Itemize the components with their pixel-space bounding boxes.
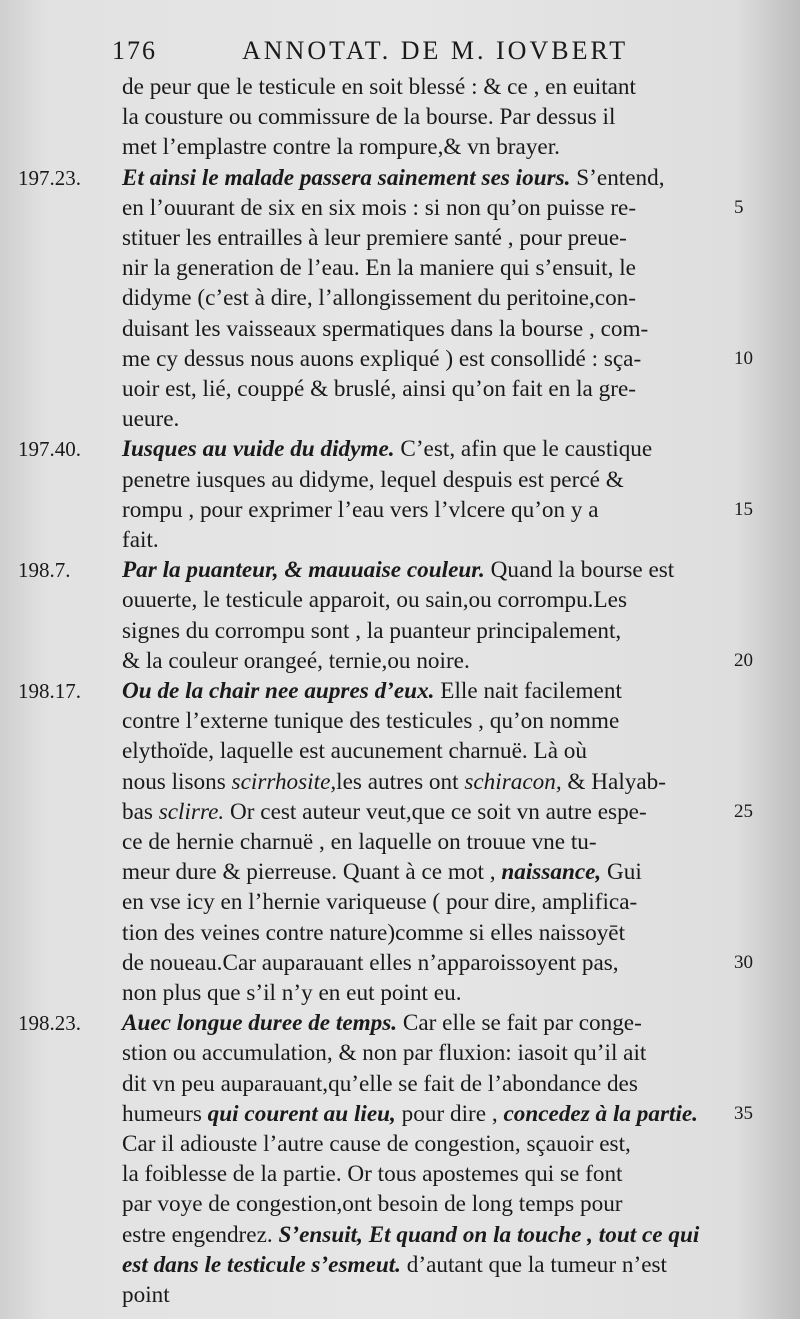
body-text: signes du corrompu sont , la puanteur principalement, — [122, 617, 622, 644]
margin-line-number: 20 — [734, 649, 753, 671]
text-line — [122, 1280, 734, 1310]
folio-reference: 198.7. — [18, 558, 71, 583]
lemma-text: S’ensuit, Et quand on la touche , tout ce qui — [278, 1221, 700, 1248]
body-text: ouuerte, le testicule apparoit, ou sain,ou corrompu.Les — [122, 587, 627, 614]
body-text: en l’ouurant de six en six mois : si non qu’on puisse re- — [122, 194, 637, 221]
lemma-text: Ou de la chair nee aupres d’eux. — [122, 678, 435, 704]
body-text: Quand la bourse est — [484, 557, 675, 584]
text-line — [122, 1189, 734, 1219]
text-line — [122, 253, 734, 283]
body-text: d’autant que la tumeur n’est — [400, 1251, 667, 1278]
body-text: fait. — [122, 527, 159, 553]
body-text: ueure. — [122, 406, 180, 433]
body-text: Elle nait facilement — [434, 678, 622, 704]
lemma-text: Auec longue duree de temps. — [122, 1010, 398, 1037]
text-line — [122, 585, 734, 615]
text-line — [122, 1069, 734, 1099]
body-text: meur dure & pierreuse. Quant à ce mot , — [122, 859, 502, 886]
body-text: tion des veines contre nature)comme si elles naissoyēt — [122, 919, 626, 946]
text-line — [122, 525, 734, 555]
lemma-text: Iusques au vuide du didyme. — [122, 436, 395, 463]
body-text: bas — [122, 798, 159, 825]
text-line — [122, 404, 734, 434]
body-text: rompu , pour exprimer l’eau vers l’vlcere qu’on y a — [122, 496, 599, 523]
body-text: S’entend, — [570, 164, 665, 191]
lemma-text: est dans le testicule s’esmeut. — [122, 1251, 401, 1278]
lemma-text: Par la puanteur, & mauuaise couleur. — [122, 557, 485, 584]
body-text: nous lisons — [122, 768, 232, 795]
text-line — [122, 616, 734, 646]
lemma-text: naissance, — [501, 859, 602, 886]
folio-reference: 198.17. — [18, 679, 81, 703]
body-text: estre engendrez. — [122, 1221, 279, 1248]
text-line — [122, 132, 734, 162]
body-text: la cousture ou commissure de la bourse. Par dessus il — [122, 104, 616, 131]
margin-line-number: 10 — [734, 347, 753, 369]
body-text: humeurs — [122, 1100, 208, 1127]
body-text: uoir est, lié, couppé & bruslé, ainsi qu’on fait en la gre- — [122, 376, 636, 402]
body-text: stion ou accumulation, & non par fluxion: iasoit qu’il ait — [122, 1040, 647, 1067]
text-line — [122, 1250, 734, 1280]
lemma-text: qui courent au lieu, — [207, 1100, 396, 1127]
body-text: elythoïde, laquelle est aucunement charnuë. Là où — [122, 738, 588, 765]
body-text: didyme (c’est à dire, l’allongissement du peritoine,con- — [122, 285, 636, 312]
text-line — [122, 72, 734, 102]
body-text: de noueau.Car auparauant elles n’apparoissoyent pas, — [122, 949, 619, 976]
body-text: ce de hernie charnuë , en laquelle on trouue vne tu- — [122, 829, 597, 855]
body-text: & Halyab- — [561, 768, 666, 795]
text-line — [122, 948, 734, 978]
text-line — [122, 223, 734, 253]
body-text: dit vn peu auparauant,qu’elle se fait de l’abondance des — [122, 1070, 638, 1097]
text-line — [122, 1038, 734, 1068]
folio-reference: 198.23. — [18, 1011, 81, 1036]
text-line — [122, 193, 734, 223]
body-text: Car il adiouste l’autre cause de congestion, sçauoir est, — [122, 1131, 631, 1157]
margin-line-number: 25 — [734, 800, 753, 822]
text-line — [122, 1129, 734, 1159]
body-text: sclirre. — [158, 798, 225, 825]
text-line — [122, 163, 734, 193]
body-text: pour dire , — [395, 1100, 504, 1127]
text-line — [122, 736, 734, 766]
body-text: met l’emplastre contre la rompure,& vn brayer. — [122, 134, 560, 161]
body-text: stituer les entrailles à leur premiere santé , pour preue- — [122, 225, 627, 251]
text-line — [122, 495, 734, 525]
margin-line-number: 30 — [734, 951, 753, 973]
body-text: schiracon, — [464, 768, 562, 795]
body-text: les autres ont — [336, 768, 465, 795]
body-text: de peur que le testicule en soit blessé : & ce , en euitant — [122, 74, 636, 100]
text-line — [122, 887, 734, 917]
body-text: penetre iusques au didyme, lequel despuis est percé & — [122, 466, 624, 493]
text-line — [122, 676, 734, 706]
running-head: ANNOTAT. DE M. IOVBERT — [242, 36, 629, 65]
lemma-text: concedez à la partie. — [503, 1100, 698, 1127]
text-line — [122, 646, 734, 676]
text-line — [122, 857, 734, 887]
body-text: scirrhosite, — [231, 768, 337, 795]
body-text: Or cest auteur veut,que ce soit vn autre espe- — [224, 798, 647, 825]
body-text: me cy dessus nous auons expliqué ) est consollidé : sça- — [122, 345, 642, 372]
body-text: C’est, afin que le caustique — [394, 436, 653, 463]
body-text: non plus que s’il n’y en eut point eu. — [122, 980, 462, 1006]
body-text: nir la generation de l’eau. En la maniere qui s’ensuit, le — [122, 255, 636, 282]
text-line — [122, 1159, 734, 1189]
text-line — [122, 1008, 734, 1038]
lemma-text: Et ainsi le malade passera sainement ses iours. — [122, 164, 571, 191]
folio-reference: 197.40. — [18, 437, 81, 462]
text-line — [122, 1220, 734, 1250]
text-line — [122, 978, 734, 1008]
page-number: 176 — [112, 36, 157, 65]
text-line — [122, 1099, 734, 1129]
body-text: la foiblesse de la partie. Or tous apostemes qui se font — [122, 1161, 623, 1188]
body-text: par voye de congestion,ont besoin de long temps pour — [122, 1191, 623, 1218]
text-line — [122, 465, 734, 495]
body-text: Car elle se fait par conge- — [397, 1010, 642, 1037]
body-text: contre l’externe tunique des testicules , qu’on nomme — [122, 708, 620, 735]
text-line — [122, 797, 734, 827]
text-line — [122, 283, 734, 313]
text-line — [122, 374, 734, 404]
text-line — [122, 102, 734, 132]
body-text: en vse icy en l’hernie variqueuse ( pour dire, amplifica- — [122, 889, 638, 916]
folio-reference: 197.23. — [18, 165, 81, 190]
body-text: duisant les vaisseaux spermatiques dans la bourse , com- — [122, 315, 649, 342]
margin-line-number: 35 — [734, 1102, 753, 1124]
margin-line-number: 5 — [734, 196, 744, 218]
text-line — [122, 314, 734, 344]
page-header — [112, 36, 752, 72]
text-line — [122, 434, 734, 464]
text-line — [122, 827, 734, 857]
text-line — [122, 918, 734, 948]
text-line — [122, 555, 734, 585]
margin-line-number: 15 — [734, 498, 753, 520]
body-text: Gui — [601, 859, 642, 886]
text-line — [122, 706, 734, 736]
body-text: point — [122, 1282, 170, 1308]
text-line — [122, 767, 734, 797]
body-text: & la couleur orangeé, ternie,ou noire. — [122, 647, 470, 674]
text-line — [122, 344, 734, 374]
